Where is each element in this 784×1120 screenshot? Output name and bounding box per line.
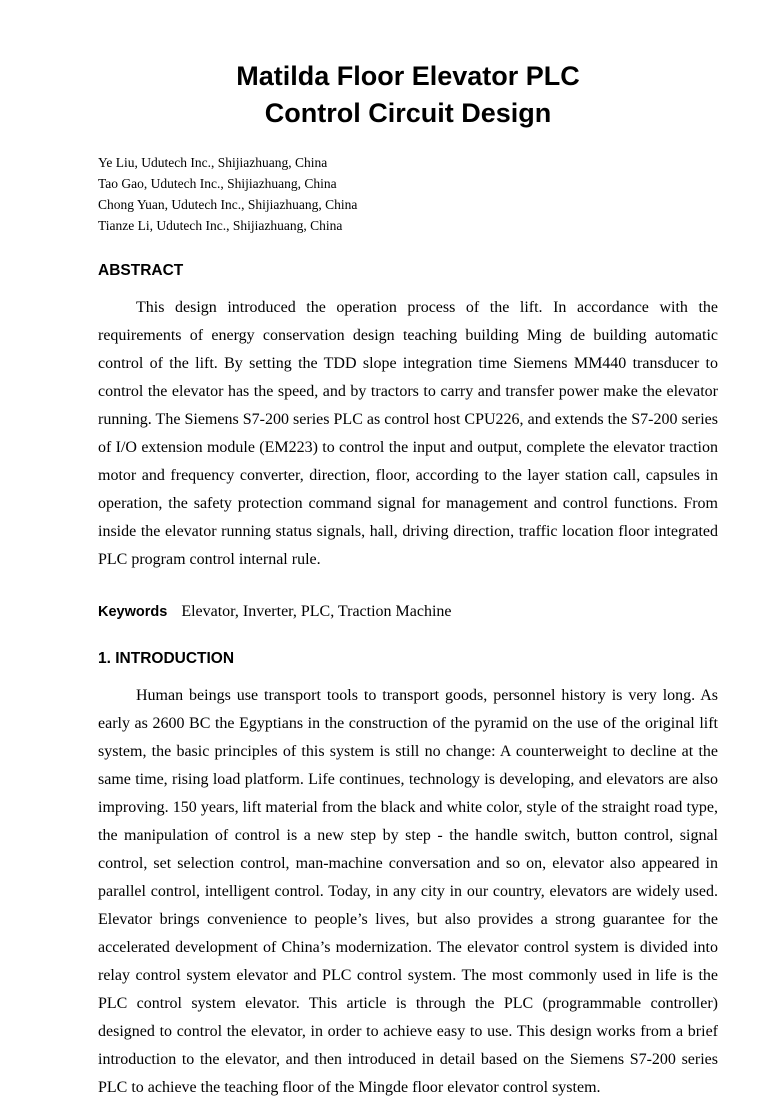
page-title-line1: Matilda Floor Elevator PLC	[236, 61, 580, 91]
introduction-heading: 1. INTRODUCTION	[98, 650, 235, 667]
author-line: Tianze Li, Udutech Inc., Shijiazhuang, China	[98, 218, 343, 233]
keywords-label: Keywords	[98, 604, 168, 620]
author-line: Ye Liu, Udutech Inc., Shijiazhuang, China	[98, 155, 328, 170]
abstract-heading: ABSTRACT	[98, 262, 184, 279]
keywords-text: Elevator, Inverter, PLC, Traction Machine	[181, 603, 452, 620]
abstract-paragraph: This design introduced the operation process of the lift. In accordance with the requirements of energy conservation design teaching building Ming de building automatic control of the lift. By setting the TDD slope integration time Siemens MM440 transducer to control the elevator has the speed, and by tractors to carry and transfer power make the elevator running. The Siemens S7-200 series PLC as control host CPU226, and extends the S7-200 series of I/O extension module (EM223) to control the input and output, complete the elevator traction motor and frequency converter, direction, floor, according to the layer station call, capsules in operation, the safety protection command signal for management and control functions. From inside the elevator running status signals, hall, driving direction, traffic location floor integrated PLC program control internal rule.	[98, 299, 718, 568]
introduction-paragraph: Human beings use transport tools to transport goods, personnel history is very long. As early as 2600 BC the Egyptians in the construction of the pyramid on the use of the original lift system, the basic principles of this system is still no change: A counterweight to decline at the same time, rising load platform. Life continues, technology is developing, and elevators are also improving. 150 years, lift material from the black and white color, style of the straight road type, the manipulation of control is a new step by step - the handle switch, button control, signal control, set selection control, man-machine conversation and so on, elevator also appeared in parallel control, intelligent control. Today, in any city in our country, elevators are widely used. Elevator brings convenience to people’s lives, but also provides a strong guarantee for the accelerated development of China’s modernization. The elevator control system is divided into relay control system elevator and PLC control system. The most commonly used in life is the PLC control system elevator. This article is through the PLC (programmable controller) designed to control the elevator, in order to achieve easy to use. This design works from a brief introduction to the elevator, and then introduced in detail based on the Siemens S7-200 series PLC to achieve the teaching floor of the Mingde floor elevator control system.	[98, 687, 718, 1096]
keywords-line	[98, 600, 718, 624]
page-title-line2: Control Circuit Design	[264, 98, 552, 128]
page-title	[98, 58, 718, 132]
author-line: Chong Yuan, Udutech Inc., Shijiazhuang, China	[98, 197, 358, 212]
author-block	[98, 152, 718, 236]
author-line: Tao Gao, Udutech Inc., Shijiazhuang, China	[98, 176, 337, 191]
